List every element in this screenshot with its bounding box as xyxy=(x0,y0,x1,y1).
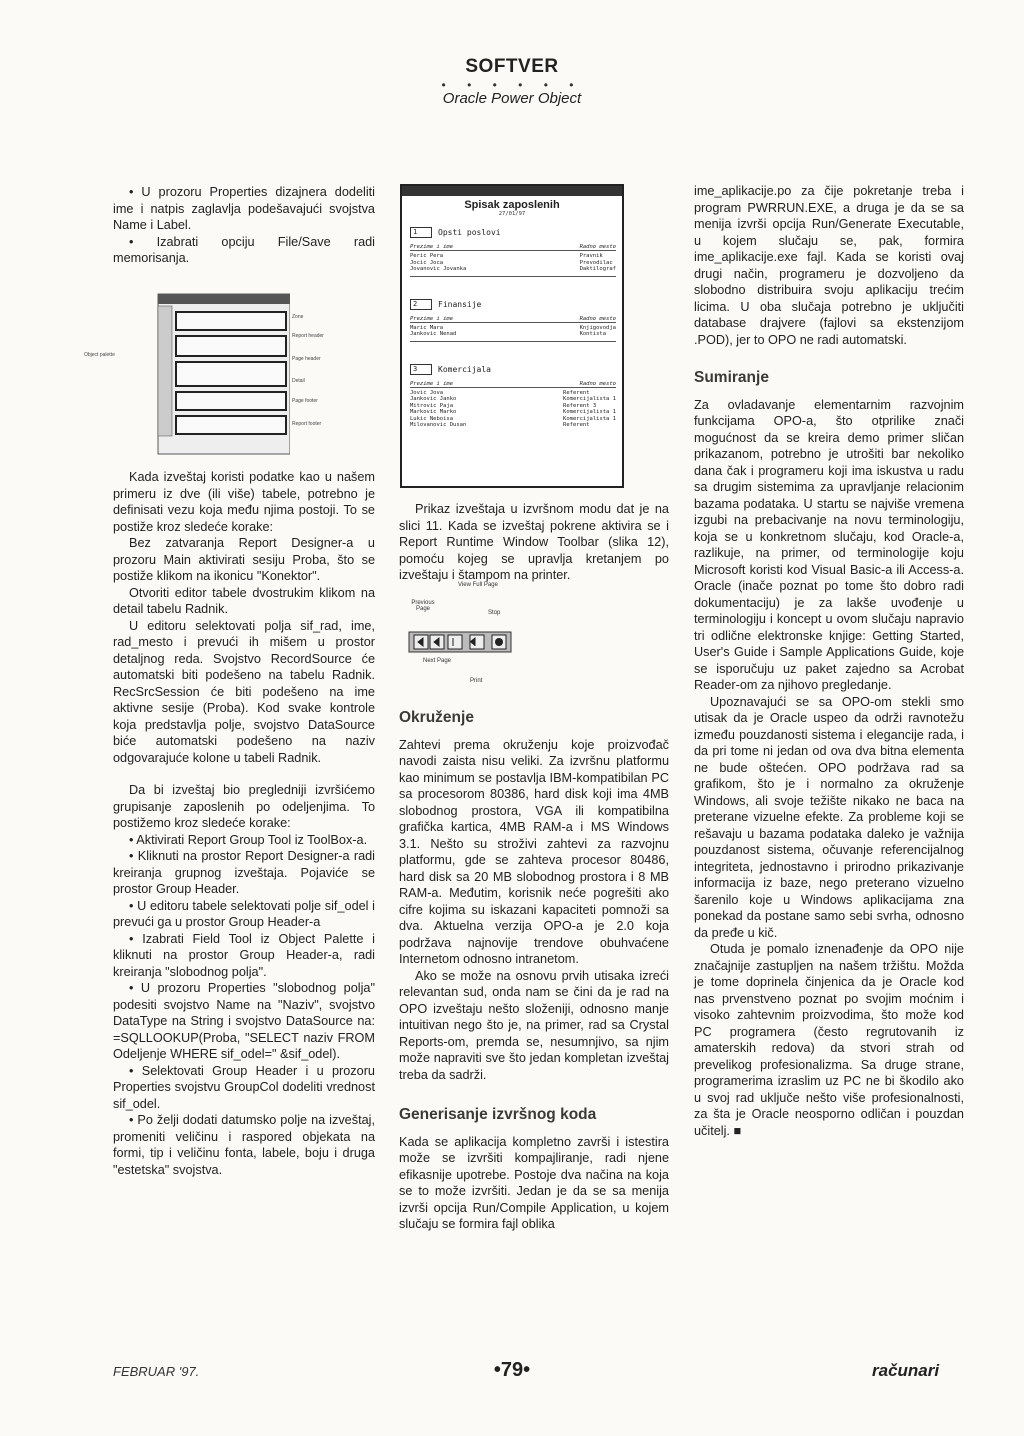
label-detail: Detail xyxy=(292,378,305,384)
row-name: Jankovic Nenad xyxy=(410,331,457,337)
runtime-toolbar-figure xyxy=(408,582,518,692)
paragraph: U editoru selektovati polja sif_rad, ime, rad_mesto i prevući ih mišem u prostor detaljnog reda. Svojstvo RecordSource će automatski biti podešeno na tabelu Radnik. RecSrcSession će biti podešeno na ime aktivne sesije (Proba). Kod svake kontrole koja predstavlja polje, svojstvo DataSource biće automatski podešeno na naziv odgovarajuće kolone u tabeli Radnik. xyxy=(113,618,375,765)
label-next-page: Next Page xyxy=(422,658,452,664)
page-number: •79• xyxy=(493,1359,531,1381)
group-name: Finansije xyxy=(438,299,482,309)
paragraph: • Izabrati opciju File/Save radi memorisanja. xyxy=(113,234,375,265)
paragraph: Kada se aplikacija kompletno završi i istestira može se izvršiti kompajliranje, radi njene efikasnije upotrebe. Postoje dva načina na koja se to može izvršiti. Jedan je da se sa menija izvrši opcija Run/Compile Application, u kojem slučaju se formira fajl oblika xyxy=(399,1134,669,1231)
report-designer-figure xyxy=(150,290,290,455)
article-subtitle: Oracle Power Object xyxy=(442,90,582,107)
label-zone: Zone xyxy=(292,314,304,320)
report-runtime-screenshot xyxy=(400,184,624,488)
group-number: 3 xyxy=(410,364,432,375)
window-titlebar xyxy=(402,186,622,203)
report-group xyxy=(410,364,616,429)
col-header-name: Prezime i ime xyxy=(410,315,454,322)
row-name: Markovic Marko xyxy=(410,409,457,415)
group-name: Komercijala xyxy=(438,364,491,374)
toolbar-buttons-icon xyxy=(408,630,513,654)
row-name: Peric Pera xyxy=(410,253,444,259)
paragraph: • Izabrati Field Tool iz Object Palette i kliknuti na prostor Group Header-a, radi kreiranja "slobodnog polja". xyxy=(113,931,375,979)
row-name: Maric Mara xyxy=(410,324,444,331)
paragraph: Zahtevi prema okruženju koje proizvođač navodi zaista nisu veliki. Za izvršnu platformu kao minimum se postavlja IBM-kompatibilan PC sa procesorom 80386, hard disk koji ima 4MB slobodnog prostora, VGA ili kompatibilna grafička kartica, 4MB RAM-a i MS Windows 3.1. Nešto su stroživi zahtevi za razvojnu platformu, gde se zahteva procesor 80486, hard disk sa 20 MB slobodnog prostora i 8 MB RAM-a. Međutim, korisnik neće pogrešiti ako cifre kojima su iskazani kapaciteti pomnoži sa dva. Aktuelna verzija OPO-a je 2.0 koja podržava najnovije trendove obuhvaćene Internetom odnosno intranetom. xyxy=(399,737,669,966)
paragraph: • U prozoru Properties dizajnera dodeliti ime i natpis zaglavlja podešavajući svojstva Name i Label. xyxy=(113,185,375,232)
paragraph: Otvoriti editor tabele dvostrukim klikom na detail tabelu Radnik. xyxy=(113,585,375,616)
paragraph: Da bi izveštaj bio pregledniji izvršićemo grupisanje zaposlenih po odeljenjima. To postižemo kroz sledeće korake: xyxy=(113,783,375,830)
label-report-footer: Report footer xyxy=(292,421,322,427)
row-job: Referent xyxy=(563,422,590,428)
col-header-name: Prezime i ime xyxy=(410,244,454,250)
column-3-body xyxy=(694,183,964,1139)
row-name: Jocic Joca xyxy=(410,259,444,266)
paragraph: ime_aplikacije.po za čije pokretanje treba i program PWRRUN.EXE, a druga je da se sa menija izvrši opcija Run/Generate Executable, u kojem slučaju se, pak, formira ime_aplikacije.exe fajl. Kada se koristi ovaj drugi način, programeru je dozvoljeno da slobodno distribuira svoju aplikaciju trećim licima. U oba slučaja potrebno je uključiti database drajvere (fajlovi sa ekstenzijom .POD), jer to OPO ne radi automatski. xyxy=(694,184,964,347)
label-previous-page: Previous Page xyxy=(411,600,435,612)
row-name: Jovic Jova xyxy=(410,389,444,396)
section-title: SOFTVER xyxy=(465,56,559,77)
group-number: 1 xyxy=(410,227,432,238)
label-page-footer: Page footer xyxy=(292,398,318,404)
label-stop: Stop xyxy=(488,610,501,616)
section-heading-generisanje: Generisanje izvršnog koda xyxy=(399,1106,597,1123)
label-view-full-page: View Full Page xyxy=(458,582,498,588)
row-name: Jankovic Janko xyxy=(410,396,457,402)
row-name: Mitrovic Paja xyxy=(410,402,454,409)
paragraph: Otuda je pomalo iznenađenje da OPO nije značajnije zastupljen na našem tržištu. Možda je tome doprinela činjenica da je Oracle kod nas prvenstveno poznat po svojim moćnim i visoko zahtevnim proizvodima, što može kod PC programera (često regrutovanih iz amaterskih redova) da stvori strah od prevelikog profesionalizma. Sa druge strane, programerima izraslim uz PC ne bi škodilo ako u svoj rad uključe nešto više profesionalnosti, za šta je Oracle neosporno odličan i pouzdan učitelj. ■ xyxy=(694,942,964,1138)
label-object-palette: Object palette xyxy=(84,352,115,358)
row-job: Referent xyxy=(563,389,590,396)
figure-caption xyxy=(399,501,669,584)
paragraph: • Po želji dodati datumsko polje na izveštaj, promeniti veličinu i raspored objekata na formi, tip i veličinu fonta, labele, boju i druga "estetska" svojstva. xyxy=(113,1113,375,1177)
column-1-intro xyxy=(113,184,375,267)
report-title: Spisak zaposlenih xyxy=(464,199,560,211)
label-report-header: Report header xyxy=(292,333,324,339)
paragraph: Kada izveštaj koristi podatke kao u našem primeru iz dve (ili više) tabele, potrebno je definisati vezu koja među njima postoji. To se postiže kroz sledeće korake: xyxy=(113,470,375,534)
paragraph: • U editoru tabele selektovati polje sif_odel i prevući ga u prostor Group Header-a xyxy=(113,898,375,929)
paragraph: • Selektovati Group Header i u prozoru Properties svojstvu GroupCol dodeliti vrednost sif_odel. xyxy=(113,1063,375,1111)
column-1-body xyxy=(113,469,375,1178)
col-header-job: Radno mesto xyxy=(579,380,616,387)
group-name: Opsti poslovi xyxy=(438,228,501,237)
column-2-body xyxy=(399,710,669,1233)
section-heading-sumiranje: Sumiranje xyxy=(694,369,769,386)
report-date: 27/01/97 xyxy=(498,211,526,217)
row-job: Komercijalista 1 xyxy=(563,415,616,422)
row-name: Milovanovic Dusan xyxy=(410,422,467,428)
paragraph: Za ovladavanje elementarnim razvojnim funkcijama OPO-a, što otprilike znači mogućnost da se kreira demo primer sličan prikazanom, potrebno je utrošiti bar nekoliko dana čak i programeru koji ima iskustva u radu sa drugim sistemima za upravljanje relacionim bazama podataka. U startu se najviše vremena izgubi na prebacivanje na novu terminologiju, koja se u konkretnom slučaju, kod Oracle-a, razlikuje, na primer, od terminologije koju Microsoft koristi kod Visual Basic-a ili Access-a. Oracle (inače poznat po tome što dobro radi dokumentaciju) je za lakše uvođenje u terminologiju i koncept u ovom slučaju napravio tri odlične elektronske knjige: Getting Started, User's Guide i Sample Applications Guide, koje se isporučuju uz paket zajedno sa Acrobat Reader-om za njihovo pregledanje. xyxy=(694,397,964,692)
magazine-logo: računari xyxy=(872,1361,940,1380)
paragraph: Upoznavajući se sa OPO-om stekli smo utisak da je Oracle uspeo da održi ravnotežu između pouzdanosti sistema i elegancije rada, i da pri tome ni jedan od ova dva bitna elementa ne bude oštećen. OPO podržava rad sa grafikom, što je i normalno za okruženje Windows, ali svoje težište nikako ne baca na preterane vizuelne efekte. Za probleme koji se rešavaju u bazama podataka daleko je važnija pouzdanost sistema, očuvanje referencijalnog integriteta, jednostavno i prirodno prikazivanje informacija iz baze, nego preterano vizuelno šarenilo koje u Windows aplikacijama zna ponekad da postane samo sebi svrha, odnosno da pređe u kič. xyxy=(694,694,964,940)
row-name: Lukic Neboisa xyxy=(410,415,454,422)
label-page-header: Page header xyxy=(292,356,321,362)
paragraph: Ako se može na osnovu prvih utisaka izreći relevantan sud, onda nam se čini da je rad na OPO izveštaju nešto složeniji, odnosno manje intuitivan nego što je, na primer, rad sa Crystal Reports-om, premda se, nesumnjivo, sa njim može napraviti sve što jedan kompletan izveštaj treba da sadrži. xyxy=(399,968,669,1082)
row-job: Pravnik xyxy=(579,253,603,259)
report-group xyxy=(410,299,616,342)
paragraph: Bez zatvaranja Report Designer-a u prozoru Main aktivirati sesiju Proba, što se postiže klikom na ikonicu "Konektor". xyxy=(113,536,375,583)
section-heading-okruzenje: Okruženje xyxy=(399,709,474,726)
row-job: Referent 3 xyxy=(563,402,597,409)
report-group xyxy=(410,227,616,277)
row-job: Prevodilac xyxy=(579,259,613,266)
window-title: Izracunam xyxy=(416,197,445,203)
issue-date: FEBRUAR '97. xyxy=(113,1364,200,1379)
row-name: Jovanovic Jovanka xyxy=(410,266,467,272)
col-header-name: Prezime i ime xyxy=(410,380,454,387)
label-print: Print xyxy=(470,678,483,684)
col-header-job: Radno mesto xyxy=(579,244,616,250)
row-job: Daktilograf xyxy=(579,266,616,272)
paragraph: • Aktivirati Report Group Tool iz ToolBox-a. xyxy=(129,832,368,847)
paragraph: • Kliknuti na prostor Report Designer-a radi kreiranja grupnog izveštaja. Pojaviće se prostor Group Header. xyxy=(113,849,375,896)
header-dots: • • • • • • xyxy=(441,78,583,92)
col-header-job: Radno mesto xyxy=(579,315,616,322)
group-number: 2 xyxy=(410,299,432,310)
row-job: Komercijalista 1 xyxy=(563,396,616,402)
row-job: Kontista xyxy=(579,331,607,337)
row-job: Knjigovodja xyxy=(579,324,616,331)
paragraph: • U prozoru Properties "slobodnog polja" podesiti svojstvo Name na "Naziv", svojstvo DataType na String i svojstvo DataSource na: =SQLLOOKUP(Proba, "SELECT naziv FROM Odeljenje WHERE sif_odel=" &sif_odel). xyxy=(113,981,375,1061)
row-job: Komercijalista 1 xyxy=(563,409,616,415)
paragraph: Prikaz izveštaja u izvršnom modu dat je na slici 11. Kada se izveštaj pokrene aktivira se i Report Runtime Window Toolbar (slika 12), pomoću kojeg se upravlja kretanjem po izveštaju i štampom na printer. xyxy=(399,502,669,582)
